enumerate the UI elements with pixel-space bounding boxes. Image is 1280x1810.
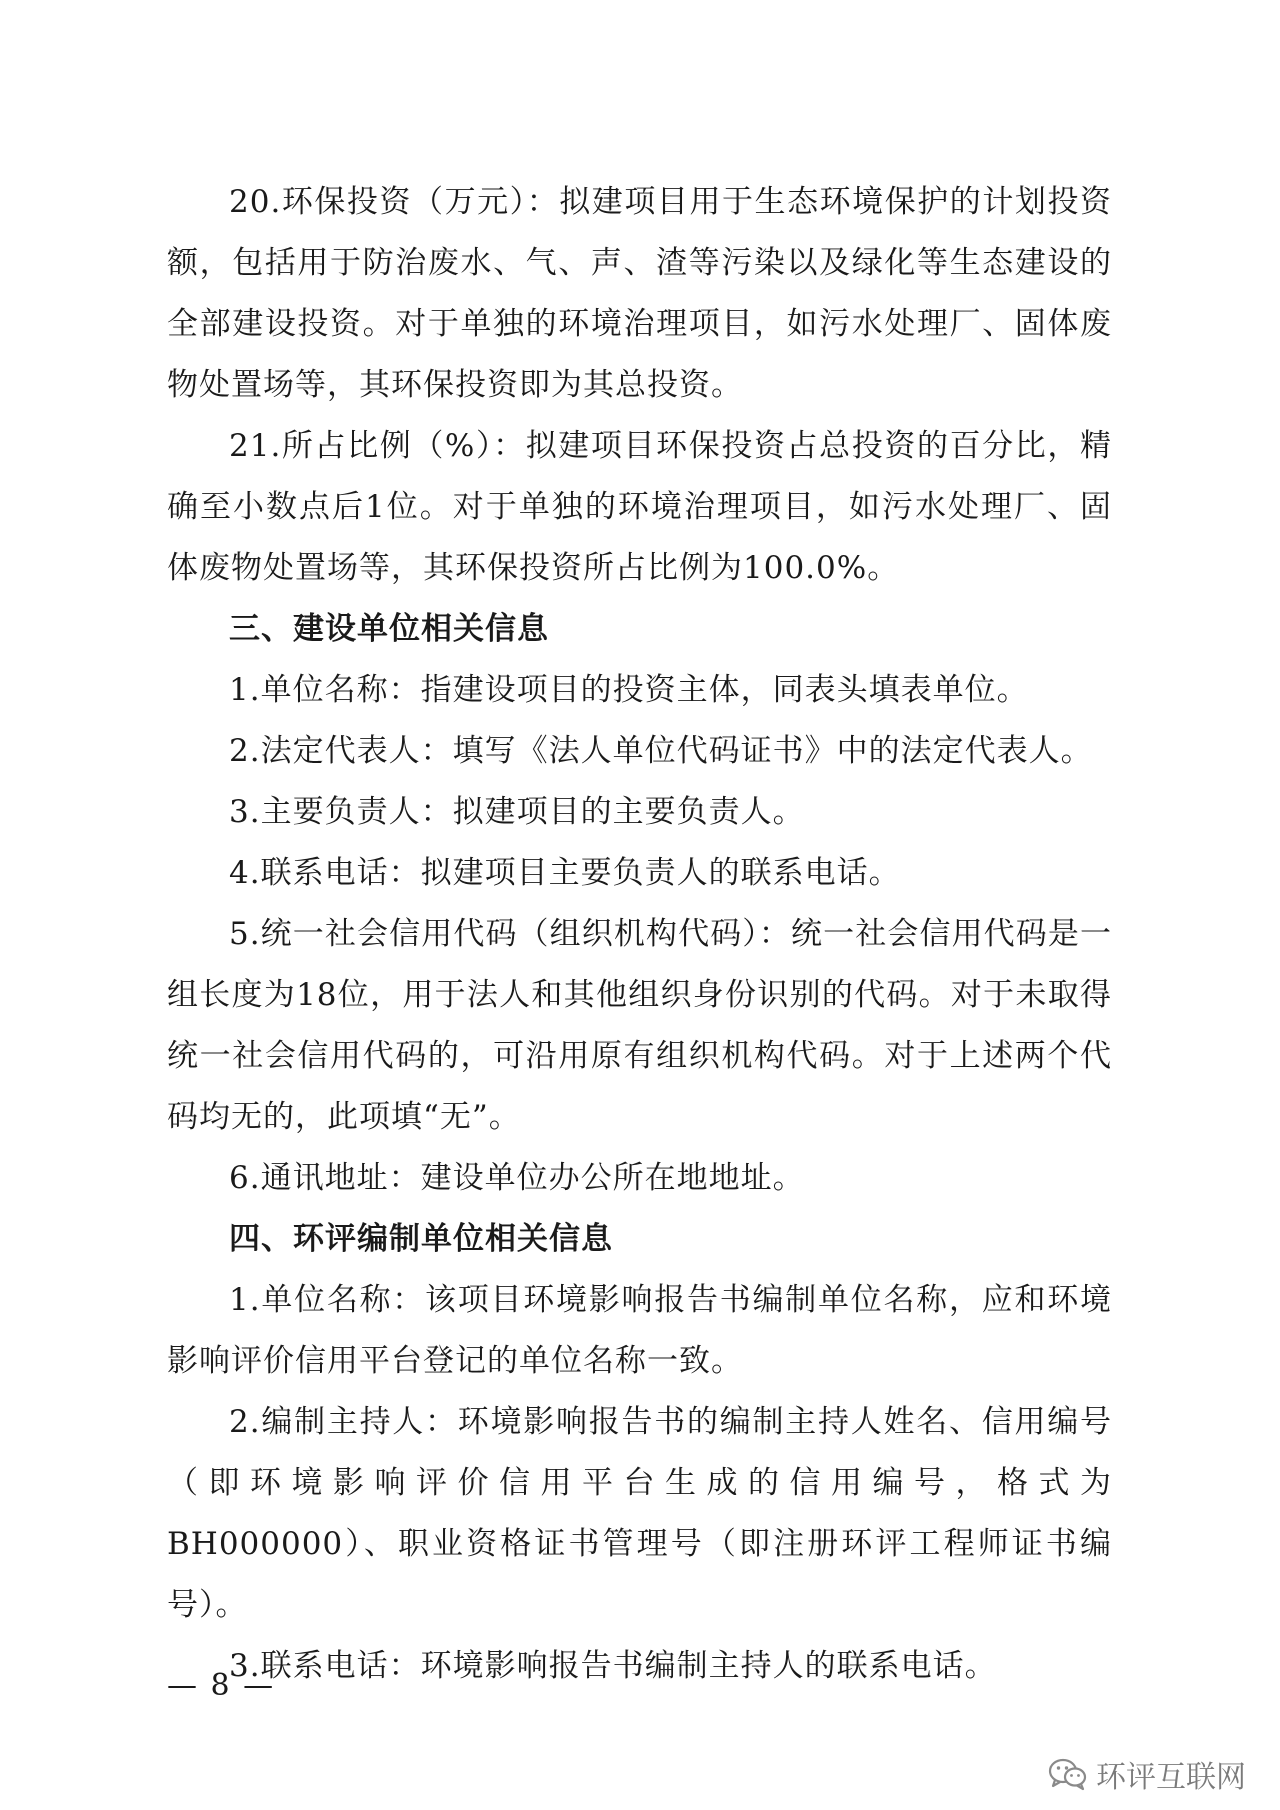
paragraph-eia-unit-name: 1.单位名称：该项目环境影响报告书编制单位名称，应和环境影响评价信用平台登记的单位名称一致。 xyxy=(167,1282,1112,1379)
watermark xyxy=(1048,1752,1246,1796)
paragraph-contact-phone: 4.联系电话：拟建项目主要负责人的联系电话。 xyxy=(229,855,901,891)
paragraph-eia-host: 2.编制主持人：环境影响报告书的编制主持人姓名、信用编号（即环境影响评价信用平台生成的信用编号，格式为BH000000）、职业资格证书管理号（即注册环评工程师证书编号）。 xyxy=(167,1404,1112,1623)
paragraph-unit-name: 1.单位名称：指建设项目的投资主体，同表头填表单位。 xyxy=(229,672,1029,708)
paragraph-legal-representative: 2.法定代表人：填写《法人单位代码证书》中的法定代表人。 xyxy=(229,733,1093,769)
paragraph-eia-contact-phone: 3.联系电话：环境影响报告书编制主持人的联系电话。 xyxy=(229,1648,997,1684)
paragraph-environmental-investment: 20.环保投资（万元）：拟建项目用于生态环境保护的计划投资额，包括用于防治废水、气、声、渣等污染以及绿化等生态建设的全部建设投资。对于单独的环境治理项目，如污水处理厂、固体废物处置场等，其环保投资即为其总投资。 xyxy=(167,184,1112,403)
paragraph-main-responsible-person: 3.主要负责人：拟建项目的主要负责人。 xyxy=(229,794,805,830)
wechat-icon xyxy=(1048,1757,1088,1791)
page-number: — 8 — xyxy=(167,1668,276,1703)
section-heading-construction-unit: 三、建设单位相关信息 xyxy=(229,611,549,647)
document-body xyxy=(167,172,1112,1697)
paragraph-credit-code: 5.统一社会信用代码（组织机构代码）：统一社会信用代码是一组长度为18位，用于法人和其他组织身份识别的代码。对于未取得统一社会信用代码的，可沿用原有组织机构代码。对于上述两个代码均无的，此项填“无”。 xyxy=(167,916,1112,1135)
paragraph-investment-ratio: 21.所占比例（%）：拟建项目环保投资占总投资的百分比，精确至小数点后1位。对于单独的环境治理项目，如污水处理厂、固体废物处置场等，其环保投资所占比例为100.0%。 xyxy=(167,428,1112,586)
section-heading-eia-unit: 四、环评编制单位相关信息 xyxy=(229,1221,613,1257)
paragraph-mailing-address: 6.通讯地址：建设单位办公所在地地址。 xyxy=(229,1160,805,1196)
watermark-text: 环评互联网 xyxy=(1096,1760,1246,1795)
